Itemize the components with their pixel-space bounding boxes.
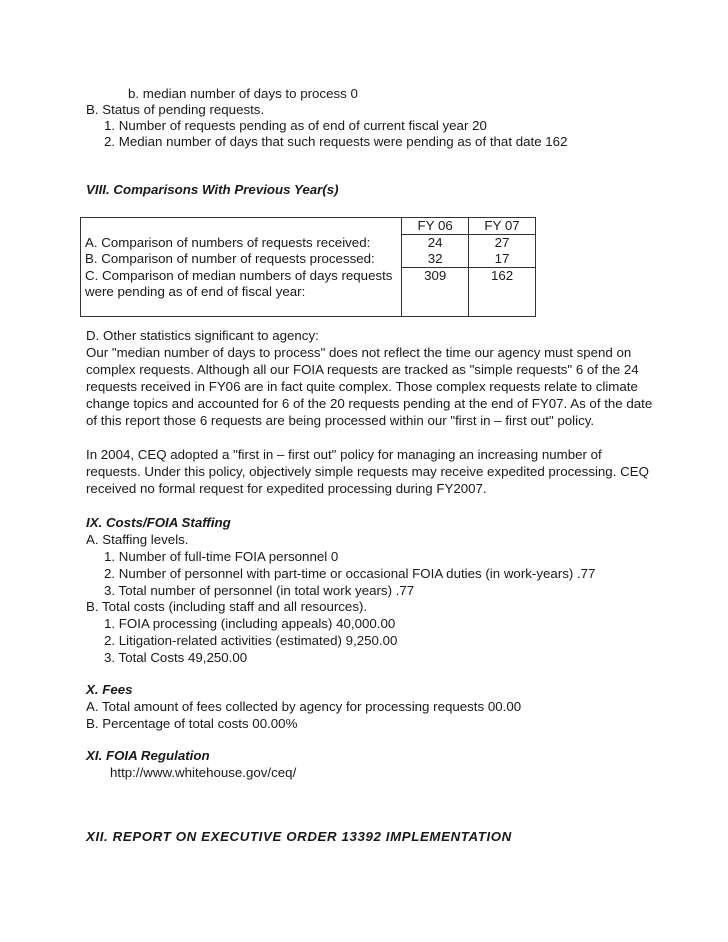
comparison-table — [80, 217, 536, 317]
other-statistics-title: D. Other statistics significant to agency: — [86, 328, 319, 343]
statistics-paragraph-line: complex requests. Although all our FOIA requests are tracked as "simple requests" 6 of the 24 — [86, 362, 639, 377]
section-viii-heading: VIII. Comparisons With Previous Year(s) — [86, 182, 339, 197]
statistics-paragraph-line: change topics and accounted for 6 of the 20 requests pending at the end of FY07. As of the date — [86, 396, 653, 411]
fees-percentage-line: B. Percentage of total costs 00.00% — [86, 716, 298, 731]
cost-item: 2. Litigation-related activities (estimated) 9,250.00 — [104, 633, 398, 648]
row-label-continued: were pending as of end of fiscal year: — [85, 283, 306, 299]
section-x-heading: X. Fees — [86, 682, 133, 697]
statistics-paragraph-line: of this report those 6 requests are being processed within our "first in – first out" policy. — [86, 413, 595, 428]
col-fy07-header: FY 07 — [469, 218, 536, 235]
policy-paragraph-line: requests. Under this policy, objectively simple requests may receive expedited processing. CEQ — [86, 464, 649, 479]
col-fy06-header: FY 06 — [402, 218, 469, 235]
row-label: A. Comparison of numbers of requests received: — [81, 235, 402, 252]
pending-count-line: 1. Number of requests pending as of end of current fiscal year 20 — [104, 118, 487, 133]
section-xii-heading: XII. REPORT ON EXECUTIVE ORDER 13392 IMPLEMENTATION — [86, 829, 512, 844]
fees-collected-line: A. Total amount of fees collected by agency for processing requests 00.00 — [86, 699, 522, 714]
table-row — [81, 235, 536, 252]
policy-paragraph-line: In 2004, CEQ adopted a "first in – first out" policy for managing an increasing number of — [86, 447, 602, 462]
row-fy06-value: 32 — [402, 251, 469, 268]
staffing-item: 3. Total number of personnel (in total work years) .77 — [104, 583, 415, 598]
pending-median-line: 2. Median number of days that such requests were pending as of that date 162 — [104, 134, 568, 149]
statistics-paragraph-line: Our "median number of days to process" does not reflect the time our agency must spend on — [86, 345, 632, 360]
table-header-blank — [81, 218, 402, 235]
row-label-multiline — [81, 268, 402, 317]
total-costs-title: B. Total costs (including staff and all resources). — [86, 599, 368, 614]
staffing-item: 1. Number of full-time FOIA personnel 0 — [104, 549, 339, 564]
row-label: C. Comparison of median numbers of days requests — [85, 267, 393, 283]
section-ix-heading: IX. Costs/FOIA Staffing — [86, 515, 231, 530]
row-fy07-value: 27 — [469, 235, 536, 252]
statistics-paragraph-line: requests received in FY06 are in fact quite complex. Those complex requests relate to climate — [86, 379, 638, 394]
cost-item: 3. Total Costs 49,250.00 — [104, 650, 248, 665]
policy-paragraph-line: received no formal request for expedited processing during FY2007. — [86, 481, 487, 496]
cost-item: 1. FOIA processing (including appeals) 40,000.00 — [104, 616, 396, 631]
staffing-item: 2. Number of personnel with part-time or occasional FOIA duties (in work-years) .77 — [104, 566, 596, 581]
regulation-link[interactable]: http://www.whitehouse.gov/ceq/ — [110, 765, 297, 780]
row-fy07-value: 17 — [469, 251, 536, 268]
section-xi-heading: XI. FOIA Regulation — [86, 748, 210, 763]
row-label: B. Comparison of number of requests processed: — [81, 251, 402, 268]
row-fy06-value: 24 — [402, 235, 469, 252]
pending-status-heading: B. Status of pending requests. — [86, 102, 265, 117]
median-days-line: b. median number of days to process 0 — [128, 86, 358, 101]
row-fy07-value: 162 — [469, 268, 536, 317]
staffing-levels-title: A. Staffing levels. — [86, 532, 189, 547]
row-fy06-value: 309 — [402, 268, 469, 317]
table-row — [81, 268, 536, 317]
table-row — [81, 251, 536, 268]
